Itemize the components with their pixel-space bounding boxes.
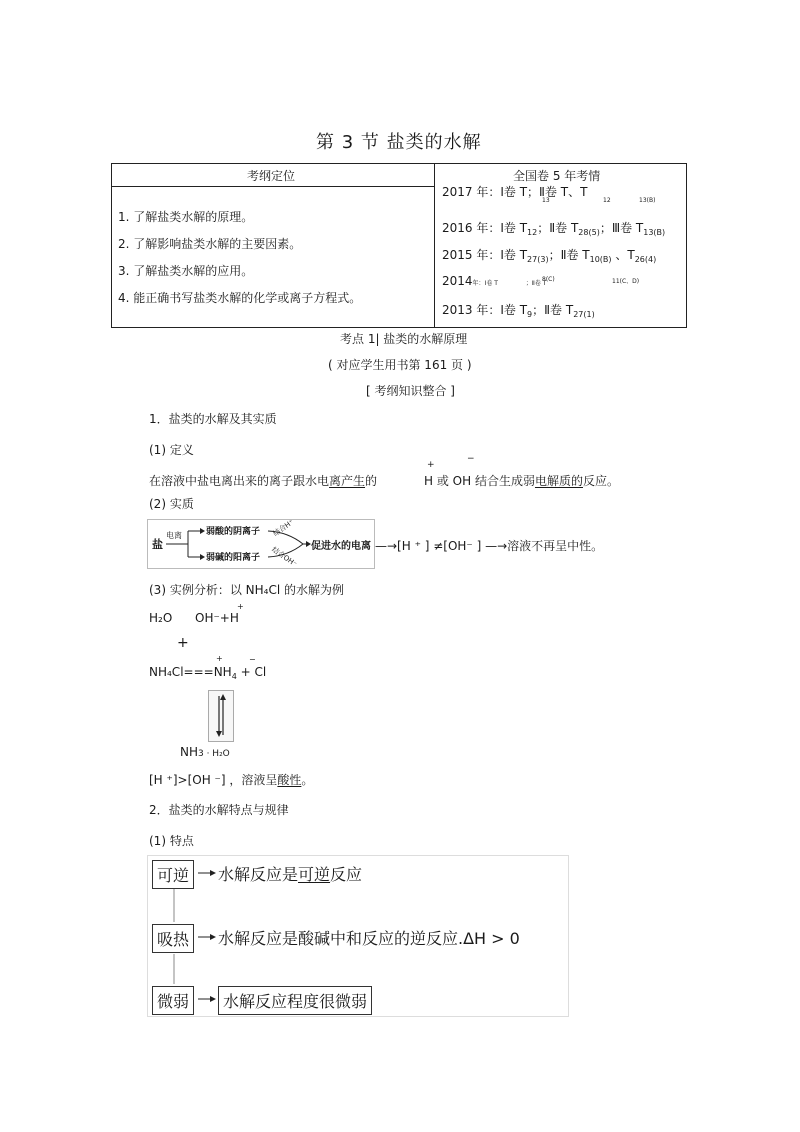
definition-text: 在溶液中盐电离出来的离子跟水电离产生的 [149,474,378,488]
example-h-plus-sign: + [237,602,244,611]
outline-item-2: 2. 了解影响盐类水解的主要因素。 [118,237,302,251]
cl-minus-sign: − [249,655,256,664]
exam-2014-sub-2: 11(C、D) [612,278,640,285]
example-nh4cl: $NH_4Cl===NH_4 + Cl$ [149,665,267,681]
table-header-line [112,186,434,187]
outline-item-3: 3. 了解盐类水解的应用。 [118,264,254,278]
equilibrium-arrows [208,690,234,742]
features-diagram [147,855,569,1017]
exam-2017-sub-2: 12 [603,197,611,204]
feature-text-endothermic: 水解反应是酸碱中和反应的逆反应.ΔH > 0 [218,929,520,948]
right-header: 全国卷 5 年考情 [513,169,601,183]
table-divider [434,164,435,327]
left-header: 考纲定位 [247,169,296,183]
feature-tag-reversible: 可逆 [152,860,194,889]
definition-text-2: H 或 OH 结合生成弱电解质的反应。 [424,474,619,488]
example-result: [H ⁺]>[OH ⁻] ，溶液呈酸性。 [149,773,314,787]
heading-1-1: (1) 定义 [149,443,194,457]
oh-minus-sign: − [467,454,475,464]
essence-diagram [147,519,375,569]
essence-tail: —→[H ⁺ ] ≠[OH⁻ ] —→溶液不再呈中性。 [375,539,604,553]
example-plus: + [177,635,189,651]
example-h2o: H₂O [149,611,173,625]
exam-row-2016: 2016 年：Ⅰ卷 $T_{12}$；Ⅱ卷 $T_{28(5)}$；Ⅲ卷 $T_{13(B)}$ [442,221,666,237]
h-plus-sign: + [427,460,435,470]
heading-1-3: (3) 实例分析：以 NH₄Cl 的水解为例 [149,583,344,597]
exam-row-2017: 2017 年：Ⅰ卷 T；Ⅱ卷 T、T [442,185,588,199]
outline-item-1: 1. 了解盐类水解的原理。 [118,210,254,224]
section-bracket-title: [ 考纲知识整合 ] [366,384,455,398]
heading-1-2: (2) 实质 [149,497,194,511]
exam-row-2014: 2014年：Ⅰ卷 T ；Ⅱ卷 T [442,274,547,288]
outline-table [111,163,687,328]
exam-row-2015: 2015 年：Ⅰ卷 $T_{27(3)}$；Ⅱ卷 $T_{10(B)}$ 、$T_{26(4)}$ [442,248,657,264]
diagram-weak-acid-anion: 弱酸的阴离子 [206,527,261,537]
heading-2-1: (1) 特点 [149,834,194,848]
example-nh3-h2o: NH3 · H₂O [180,745,230,759]
diagram-salt: 盐 [152,538,163,551]
nh4-plus-sign: + [216,654,223,663]
page-title: 第 3 节 盐类的水解 [316,132,482,153]
kaodian-heading: 考点 1| 盐类的水解原理 [340,332,468,346]
outline-item-4: 4. 能正确书写盐类水解的化学或离子方程式。 [118,291,362,305]
equilibrium-arrows-icon [209,691,233,741]
feature-tag-weak: 微弱 [152,986,194,1015]
heading-2: 2．盐类的水解特点与规律 [149,803,289,817]
feature-text-weak: 水解反应程度很微弱 [218,986,372,1015]
example-oh-h: OH⁻+H [195,611,239,625]
feature-text-reversible: 水解反应是可逆反应 [218,865,363,884]
heading-1: 1．盐类的水解及其实质 [149,412,277,426]
exam-2017-sub-1: 13 [542,197,550,204]
diagram-bind-oh: 结合OH⁻ [270,545,299,569]
diagram-ionize: 电离 [166,531,182,540]
page-reference: ( 对应学生用书第 161 页 ) [328,358,472,372]
diagram-weak-base-cation: 弱碱的阳离子 [206,553,261,563]
exam-2017-sub-3: 13(B) [639,197,656,204]
feature-tag-endothermic: 吸热 [152,924,194,953]
exam-row-2013: 2013 年：Ⅰ卷 $T_9$；Ⅱ卷 $T_{27(1)}$ [442,303,595,319]
diagram-bind-h: 结合H⁺ [271,518,296,538]
diagram-result: 促进水的电离 [311,541,371,552]
exam-2014-sub-1: 8(C) [542,276,555,283]
